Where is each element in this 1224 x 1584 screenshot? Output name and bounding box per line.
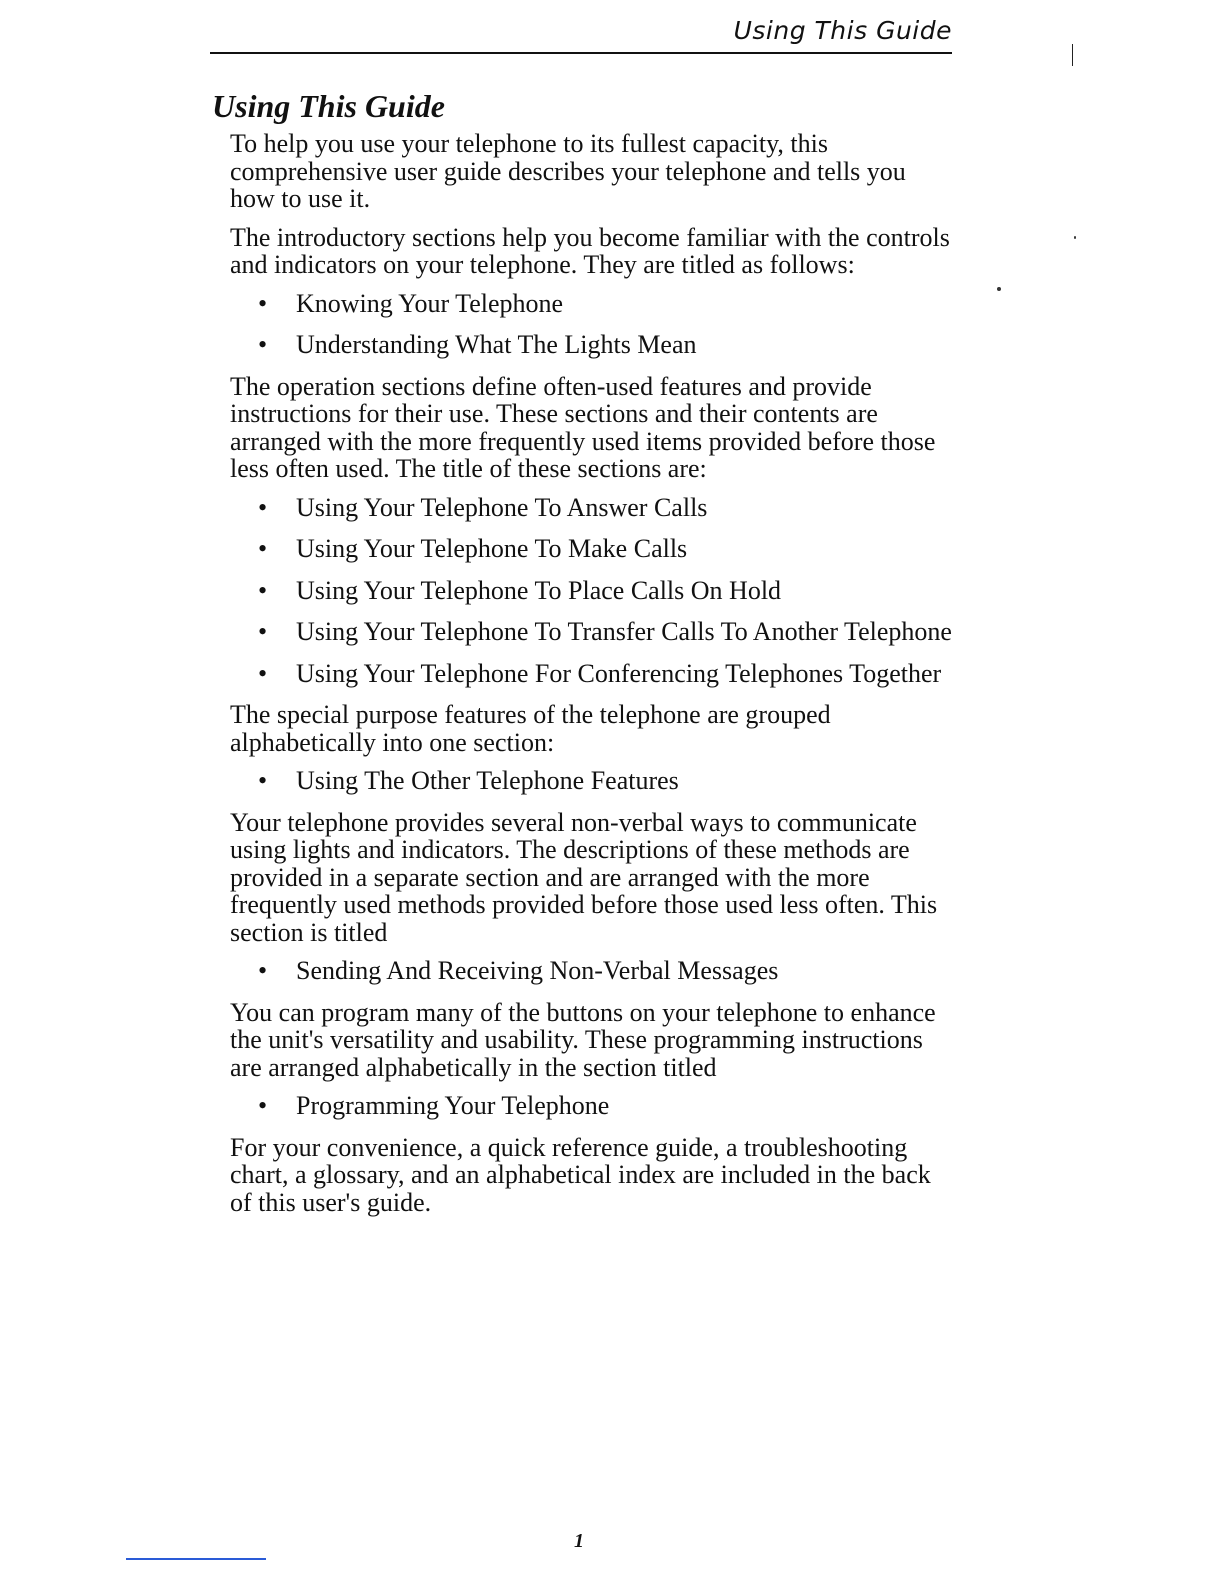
list-item: • Sending And Receiving Non-Verbal Messages — [230, 957, 952, 985]
nonverbal-list — [230, 957, 952, 985]
special-features-paragraph: The special purpose features of the telephone are grouped alphabetically into one section: — [230, 700, 831, 757]
scan-speck — [1074, 236, 1076, 239]
list-item: • Using Your Telephone To Answer Calls — [230, 494, 952, 522]
list-item: • Using Your Telephone To Transfer Calls To Another Telephone — [230, 618, 952, 646]
closing-paragraph: For your convenience, a quick reference guide, a troubleshooting chart, a glossary, and an alphabetical index are included in the back of this user's guide. — [230, 1132, 931, 1217]
list-item: • Understanding What The Lights Mean — [230, 331, 952, 359]
introductory-sections-list — [230, 290, 952, 359]
list-item: • Knowing Your Telephone — [230, 290, 952, 318]
scan-speck — [997, 287, 1001, 291]
footer-rule — [126, 1558, 266, 1560]
nonverbal-paragraph: Your telephone provides several non-verbal ways to communicate using lights and indicators. The descriptions of these methods are provided in a separate section and are arranged with the more frequently used methods provided before those used less often. This section is titled — [230, 807, 938, 947]
programming-paragraph: You can program many of the buttons on your telephone to enhance the unit's versatility and usability. These programming instructions are arranged alphabetically in the section titled — [230, 997, 936, 1082]
list-item: • Using Your Telephone To Place Calls On Hold — [230, 577, 952, 605]
body-text — [230, 130, 952, 1227]
list-item: • Using Your Telephone For Conferencing Telephones Together — [230, 660, 952, 688]
special-features-list — [230, 767, 952, 795]
margin-mark — [1072, 44, 1073, 66]
page-title: Using This Guide — [212, 88, 445, 124]
operation-sections-paragraph: The operation sections define often-used features and provide instructions for their use. These sections and their contents are arranged with the more frequently used items provided before those less often used. The title of these sections are: — [230, 371, 936, 483]
list-item: • Using The Other Telephone Features — [230, 767, 952, 795]
programming-list — [230, 1092, 952, 1120]
header-rule — [210, 52, 952, 54]
operation-sections-list — [230, 494, 952, 688]
page-number: 1 — [574, 1530, 584, 1552]
introductory-sections-paragraph: The introductory sections help you become familiar with the controls and indicators on your telephone. They are titled as follows: — [230, 222, 950, 279]
running-header: Using This Guide — [733, 16, 952, 45]
list-item: • Programming Your Telephone — [230, 1092, 952, 1120]
list-item: • Using Your Telephone To Make Calls — [230, 535, 952, 563]
intro-paragraph: To help you use your telephone to its fullest capacity, this comprehensive user guide describes your telephone and tells you how to use it. — [230, 129, 906, 213]
